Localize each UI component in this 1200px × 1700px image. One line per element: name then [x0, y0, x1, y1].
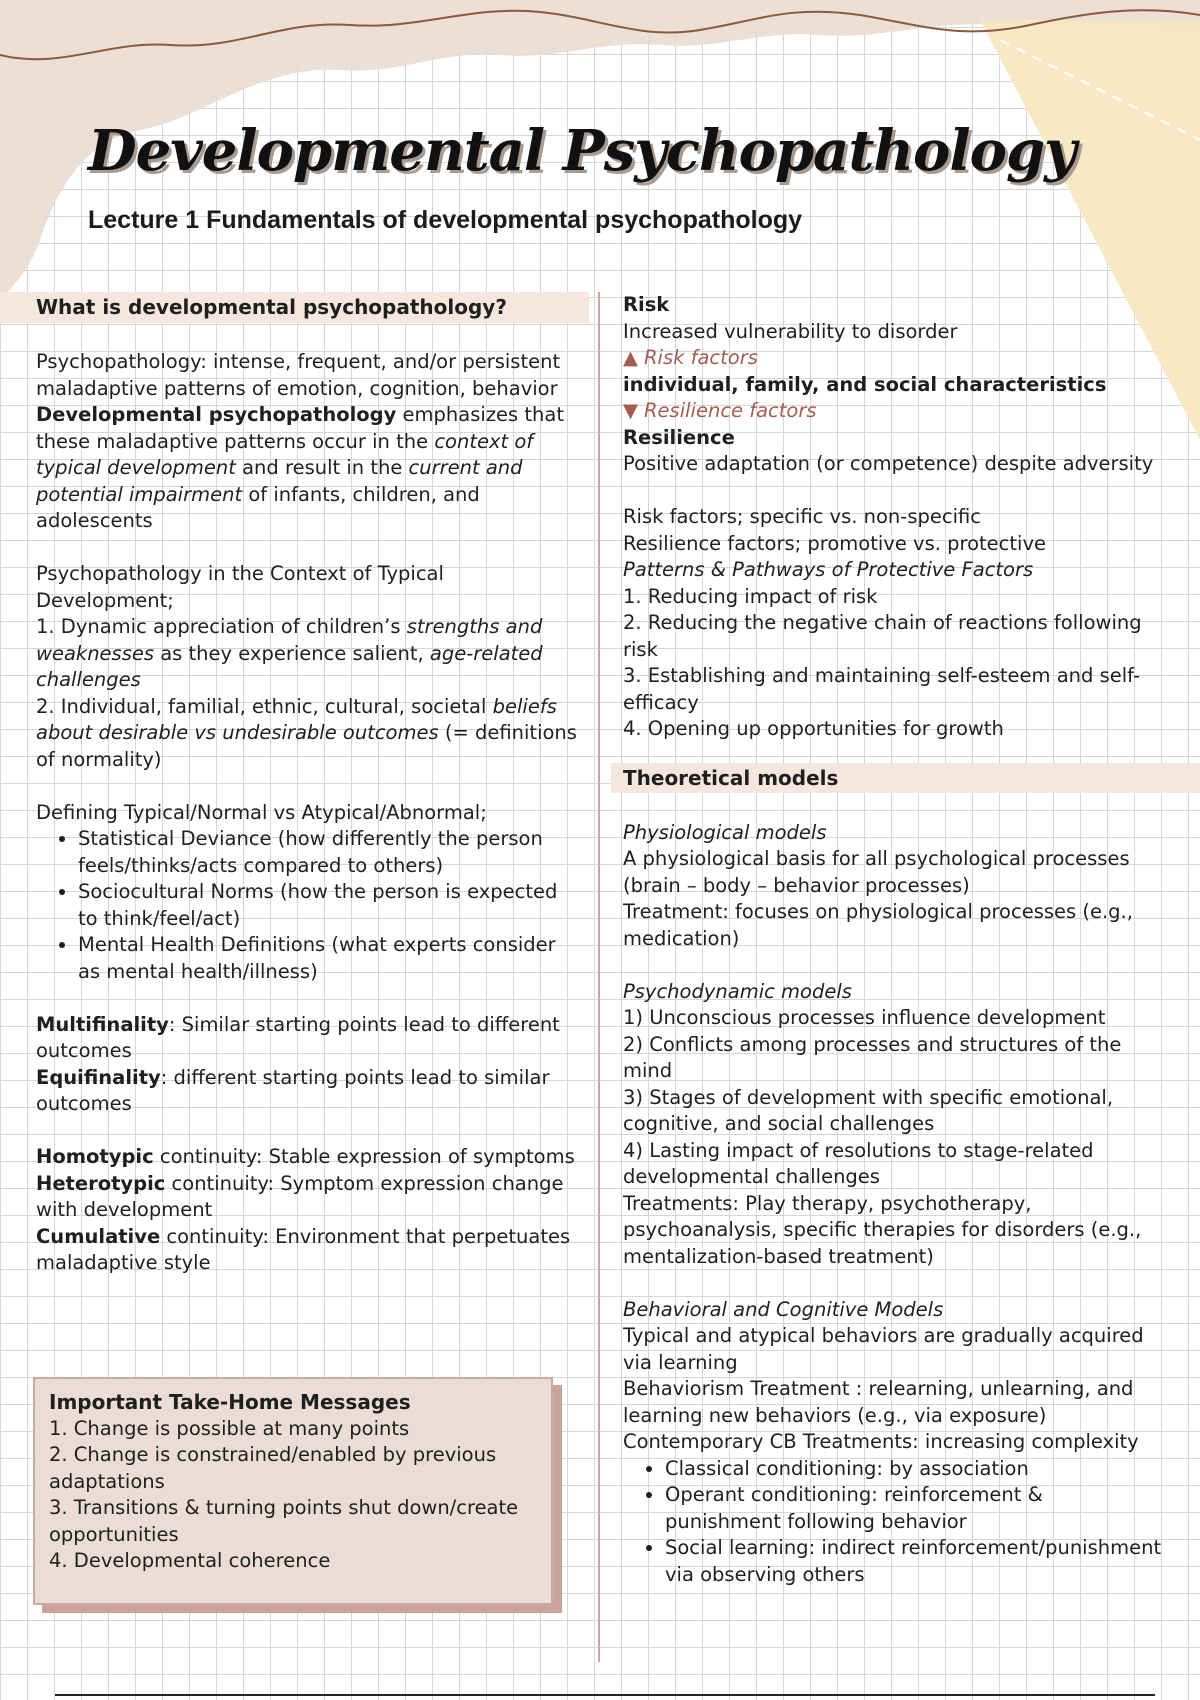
context-point-1: [36, 614, 581, 694]
risk-title: Risk: [623, 293, 670, 316]
physio-basis: A physiological basis for all psychological processes (brain – body – behavior processes): [623, 847, 1130, 897]
column-divider: [598, 292, 600, 1662]
text-fragment: age-related challenges: [36, 641, 543, 691]
list-item: • Classical conditioning: by association: [665, 1456, 1163, 1483]
physio-treatment: Treatment: focuses on physiological processes (e.g., medication): [623, 900, 1133, 950]
list-item: Behaviorism Treatment : relearning, unlearning, and learning new behaviors (e.g., via exposure): [623, 1377, 1134, 1427]
list-item: 3. Establishing and maintaining self-esteem and self-efficacy: [623, 664, 1140, 714]
behav-title: Behavioral and Cognitive Models: [623, 1297, 944, 1321]
arrow-down-icon: ▼: [623, 399, 638, 422]
list-item: 2) Conflicts among processes and structures of the mind: [623, 1032, 1122, 1082]
list-item: 3) Stages of development with specific emotional, cognitive, and social challenges: [623, 1085, 1114, 1135]
context-point-2: [36, 694, 581, 774]
text-fragment: continuity: Symptom expression change with development: [36, 1171, 564, 1221]
text-fragment: 2. Individual, familial, ethnic, cultural, societal: [36, 694, 493, 718]
psychopathology-definition: Psychopathology: intense, frequent, and/or persistent maladaptive patterns of emotion, cognition, behavior: [36, 350, 561, 400]
text-fragment: continuity: Environment that perpetuates maladaptive style: [36, 1224, 571, 1274]
physio-title: Physiological models: [623, 820, 827, 844]
resilience-promotive: Resilience factors; promotive vs. protective: [623, 531, 1046, 555]
devpsych-term: Developmental psychopathology: [36, 403, 397, 426]
list-item: • Social learning: indirect reinforcement/punishment via observing others: [665, 1535, 1163, 1588]
equifinality: [36, 1065, 581, 1118]
list-item: • Operant conditioning: reinforcement & punishment following behavior: [665, 1482, 1163, 1535]
risk-definition: Increased vulnerability to disorder: [623, 319, 958, 343]
text-fragment: continuity: Stable expression of symptoms: [153, 1145, 575, 1168]
term: Multifinality: [36, 1012, 169, 1036]
text-fragment: context of typical development: [36, 429, 534, 479]
risk-specific: Risk factors; specific vs. non-specific: [623, 505, 982, 528]
text-fragment: 1. Dynamic appreciation of children’s: [36, 615, 407, 638]
list-item: • Sociocultural Norms (how the person is expected to think/feel/act): [78, 879, 581, 932]
text-fragment: Risk factors: [644, 346, 758, 369]
patterns-title: Patterns & Pathways of Protective Factors: [623, 558, 1034, 581]
section-title-theoretical-models: Theoretical models: [611, 763, 1200, 794]
term: Heterotypic: [36, 1171, 166, 1195]
text-fragment: of infants, children, and adolescents: [36, 482, 480, 532]
cumulative: [36, 1224, 581, 1277]
list-item: • Mental Health Definitions (what experts consider as mental health/illness): [78, 932, 581, 985]
list-item: Typical and atypical behaviors are gradually acquired via learning: [623, 1324, 1144, 1374]
heterotypic: [36, 1171, 581, 1224]
text-fragment: : Similar starting points lead to different outcomes: [36, 1012, 560, 1062]
text-fragment: : different starting points lead to similar outcomes: [36, 1065, 550, 1115]
list-item: 4) Lasting impact of resolutions to stage-related developmental challenges: [623, 1138, 1094, 1188]
context-heading: Psychopathology in the Context of Typical Development;: [36, 562, 444, 612]
defining-list: [36, 826, 581, 985]
text-fragment: as they experience salient,: [154, 641, 430, 665]
lecture-subtitle: Lecture 1 Fundamentals of developmental psychopathology: [88, 206, 803, 234]
list-item: 4. Developmental coherence: [49, 1549, 331, 1572]
section-title-what-is: What is developmental psychopathology?: [0, 292, 589, 323]
text-fragment: strengths and weaknesses: [36, 615, 543, 665]
list-item: 4. Opening up opportunities for growth: [623, 717, 1004, 740]
list-item: 3. Transitions & turning points shut down/create opportunities: [49, 1496, 519, 1546]
psychodyn-title: Psychodynamic models: [623, 979, 852, 1003]
bottom-rule: [55, 1694, 1155, 1696]
behav-list: [623, 1456, 1163, 1589]
defining-heading: Defining Typical/Normal vs Atypical/Abnormal;: [36, 800, 487, 824]
list-item: 2. Reducing the negative chain of reactions following risk: [623, 611, 1142, 661]
term: Cumulative: [36, 1224, 161, 1248]
text-fragment: and result in the: [235, 456, 409, 479]
resilience-factors-line: [623, 398, 1163, 425]
list-item: Treatments: Play therapy, psychotherapy, psychoanalysis, specific therapies for disorders (e.g., mentalization-based treatment): [623, 1191, 1142, 1268]
list-item: Contemporary CB Treatments: increasing complexity: [623, 1430, 1139, 1453]
take-home-box: [33, 1377, 553, 1605]
characteristics-line: individual, family, and social characteristics: [623, 372, 1107, 396]
left-column: [36, 292, 581, 1277]
page-title: Developmental Psychopathology: [88, 118, 1076, 184]
text-fragment: beliefs about desirable vs undesirable outcomes: [36, 694, 557, 744]
resilience-definition: Positive adaptation (or competence) despite adversity: [623, 452, 1154, 475]
devpsych-definition: [36, 402, 581, 535]
list-item: 1. Change is possible at many points: [49, 1416, 410, 1440]
text-fragment: Resilience factors: [644, 399, 817, 422]
list-item: 1) Unconscious processes influence development: [623, 1006, 1106, 1029]
multifinality: [36, 1012, 581, 1065]
text-fragment: (= definitions of normality): [36, 721, 577, 771]
resilience-title: Resilience: [623, 425, 735, 449]
text-fragment: current and potential impairment: [36, 456, 523, 506]
take-home-title: Important Take-Home Messages: [49, 1390, 411, 1414]
list-item: 1. Reducing impact of risk: [623, 584, 878, 608]
text-fragment: emphasizes that these maladaptive patterns occur in the: [36, 403, 565, 453]
term: Equifinality: [36, 1065, 161, 1089]
risk-factors-line: [623, 345, 1163, 372]
homotypic: [36, 1144, 581, 1171]
arrow-up-icon: ▲: [623, 346, 638, 369]
list-item: • Statistical Deviance (how differently the person feels/thinks/acts compared to others): [78, 826, 581, 879]
list-item: 2. Change is constrained/enabled by previous adaptations: [49, 1443, 497, 1493]
right-column: [623, 292, 1163, 1588]
term: Homotypic: [36, 1145, 154, 1168]
